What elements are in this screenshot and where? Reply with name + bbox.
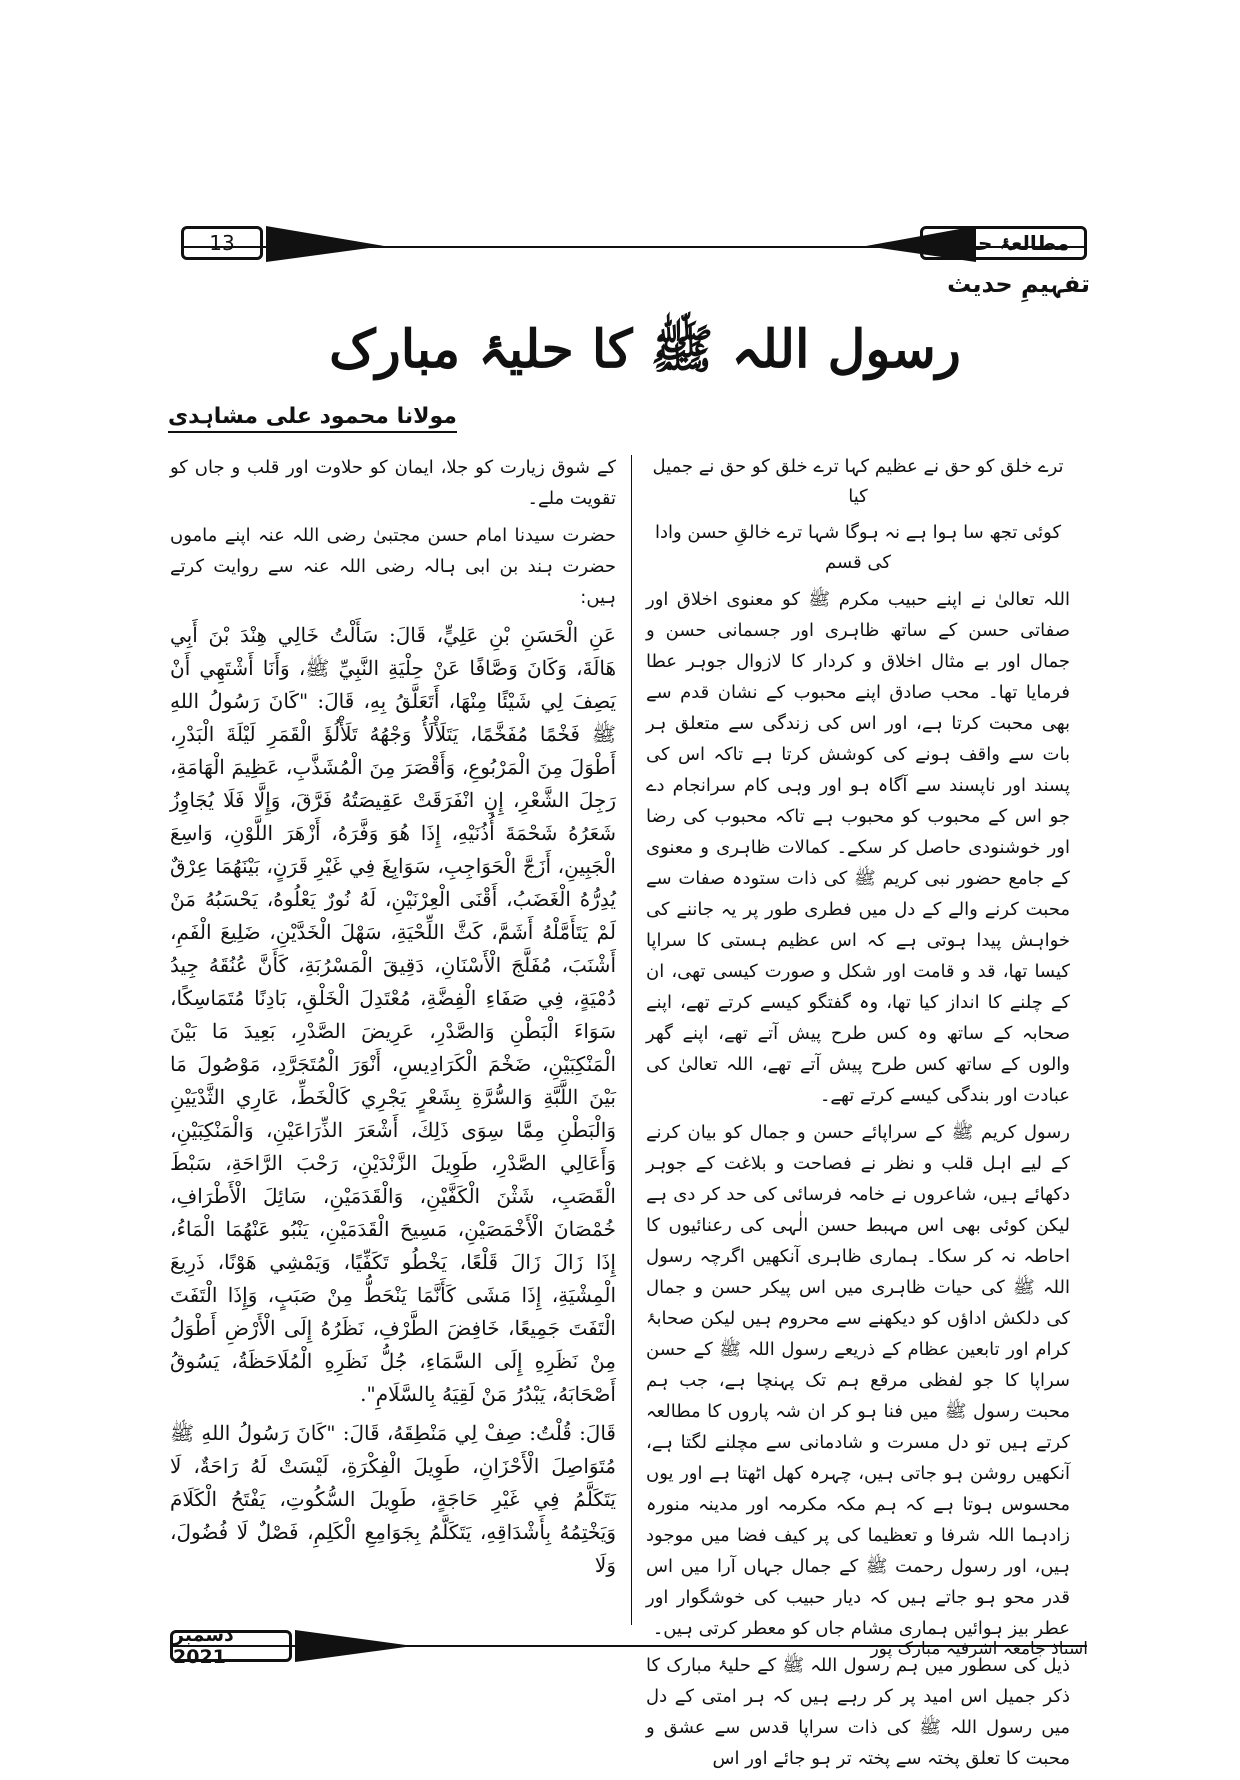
section-label: مطالعۂ حدیث [920,226,1087,260]
couplet-line-1: ترے خلق کو حق نے عظیم کہا ترے خلق کو حق نے جمیل کیا [652,456,1064,507]
paragraph: کے شوق زیارت کو جلا، ایمان کو حلاوت اور قلب و جاں کو تقویت ملے۔ [170,457,616,509]
column-divider [631,455,632,1625]
paragraph: حضرت سیدنا امام حسن مجتبیٰ رضی اللہ عنہ اپنے ماموں حضرت ہند بن ابی ہالہ رضی اللہ عنہ سے روایت کرتے ہیں: [170,525,616,608]
right-column [646,452,1070,1780]
header-wedge-left [266,226,384,262]
article-title: رسول اللہ ﷺ کا حلیۂ مبارک [329,319,961,380]
paragraph: ذیل کی سطور میں ہم رسول اللہ ﷺ کے حلیۂ مبارک کا ذکر جمیل اس امید پر کر رہے ہیں کہ ہر امتی کے دل میں رسول اللہ ﷺ کی ذات سراپا قدس سے عشق و محبت کا تعلق پختہ سے پختہ تر ہو جائے اور اس [646,1655,1070,1769]
paragraph: اللہ تعالیٰ نے اپنے حبیب مکرم ﷺ کو معنوی اخلاق اور صفاتی حسن کے ساتھ ظاہری اور جسمانی حسن و جمال اور بے مثال اخلاق و کردار کا لازوال جوہر عطا فرمایا تھا۔ محب صادق اپنے محبوب کے نشان قدم سے بھی محبت کرتا ہے، اور اس کی زندگی سے متعلق ہر بات سے واقف ہونے کی کوشش کرتا ہے تاکہ اس کی پسند اور ناپسند سے آگاہ ہو اور وہی کام سرانجام دے جو اس کے محبوب کو محبوب ہے تاکہ محبوب کی رضا اور خوشنودی حاصل کر سکے۔ کمالات ظاہری و معنوی کے جامع حضور نبی کریم ﷺ کی ذات ستودہ صفات سے محبت کرنے والے کے دل میں فطری طور پر یہ جاننے کی خواہش پیدا ہوتی ہے کہ اس عظیم ہستی کا سراپا کیسا تھا، قد و قامت اور شکل و صورت کیسی تھی، ان کے چلنے کا انداز کیا تھا، وہ گفتگو کیسے کرتے تھے، اپنے صحابہ کے ساتھ وہ کس طرح پیش آتے تھے، اپنے گھر والوں کے ساتھ کس طرح پیش آتے تھے، اللہ تعالیٰ کی عبادت اور بندگی کیسے کرتے تھے۔ [646,589,1070,1106]
footer-wedge [295,1630,413,1662]
paragraph: رسول کریم ﷺ کے سراپائے حسن و جمال کو بیان کرنے کے لیے اہل قلب و نظر نے فصاحت و بلاغت کے جوہر دکھائے ہیں، شاعروں نے خامہ فرسائی کی حد کر دی ہے لیکن کوئی بھی اس مہبط حسن الٰہی کی رعنائیوں کا احاطہ نہ کر سکا۔ ہماری ظاہری آنکھیں اگرچہ رسول اللہ ﷺ کی حیات ظاہری میں اس پیکر حسن و جمال کی دلکش اداؤں کو دیکھنے سے محروم ہیں لیکن صحابۂ کرام اور تابعین عظام کے ذریعے رسول اللہ ﷺ کے حسن سراپا کا جو لفظی مرقع ہم تک پہنچا ہے، جب ہم محبت رسول ﷺ میں فنا ہو کر ان شہ پاروں کا مطالعہ کرتے ہیں تو دل مسرت و شادمانی سے مچلنے لگتا ہے، آنکھیں روشن ہو جاتی ہیں، چہرہ کھل اٹھتا ہے اور یوں محسوس ہوتا ہے کہ ہم مکہ مکرمہ اور مدینہ منورہ زادہما اللہ شرفا و تعظیما کی پر کیف فضا میں موجود ہیں، اور رسول رحمت ﷺ کے جمال جہاں آرا میں اس قدر محو ہو جاتے ہیں کہ دیار حبیب کی خوشگوار اور عطر بیز ہوائیں ہماری مشام جاں کو معطر کرتی ہیں۔ [646,1122,1070,1639]
article-author: مولانا محمود علی مشاہدی [168,404,457,433]
left-column [170,452,616,1588]
couplet-line-2: کوئی تجھ سا ہوا ہے نہ ہوگا شہا ترے خالقِ حسن وادا کی قسم [654,522,1062,573]
hadith-text: عَنِ الْحَسَنِ بْنِ عَلِيٍّ، قَالَ: سَأَلْتُ خَالِي هِنْدَ بْنَ أَبِي هَالَةَ، وَكَانَ وَصَّافًا عَنْ حِلْيَةِ النَّبِيِّ ﷺ، وَأَنَا أَشْتَهِي أَنْ يَصِفَ لِي شَيْئًا مِنْهَا، أَتَعَلَّقُ بِهِ، قَالَ: "كَانَ رَسُولُ اللهِ ﷺ فَخْمًا مُفَخَّمًا، يَتَلَأْلَأُ وَجْهُهُ تَلَأْلُؤَ الْقَمَرِ لَيْلَةَ الْبَدْرِ، أَطْوَلَ مِنَ الْمَرْبُوعِ، وَأَقْصَرَ مِنَ الْمُشَذَّبِ، عَظِيمَ الْهَامَةِ، رَجِلَ الشَّعْرِ، إِنِ انْفَرَقَتْ عَقِيصَتُهُ فَرَّقَ، وَإِلَّا فَلَا يُجَاوِزُ شَعَرُهُ شَحْمَةَ أُذُنَيْهِ، إِذَا هُوَ وَفَّرَهُ، أَزْهَرَ اللَّوْنِ، وَاسِعَ الْجَبِينِ، أَزَجَّ الْحَوَاجِبِ، سَوَابِغَ فِي غَيْرِ قَرَنٍ، بَيْنَهُمَا عِرْقٌ يُدِرُّهُ الْغَضَبُ، أَقْنَى الْعِرْنَيْنِ، لَهُ نُورٌ يَعْلُوهُ، يَحْسَبُهُ مَنْ لَمْ يَتَأَمَّلْهُ أَشَمَّ، كَثَّ اللِّحْيَةِ، سَهْلَ الْخَدَّيْنِ، ضَلِيعَ الْفَمِ، أَشْنَبَ، مُفَلَّجَ الْأَسْنَانِ، دَقِيقَ الْمَسْرُبَةِ، كَأَنَّ عُنُقَهُ جِيدُ دُمْيَةٍ، فِي صَفَاءِ الْفِضَّةِ، مُعْتَدِلَ الْخَلْقِ، بَادِنًا مُتَمَاسِكًا، سَوَاءَ الْبَطْنِ وَالصَّدْرِ، عَرِيضَ الصَّدْرِ، بَعِيدَ مَا بَيْنَ الْمَنْكِبَيْنِ، ضَخْمَ الْكَرَادِيسِ، أَنْوَرَ الْمُتَجَرَّدِ، مَوْصُولَ مَا بَيْنَ اللَّبَّةِ وَالسُّرَّةِ بِشَعْرٍ يَجْرِي كَالْخَطِّ، عَارِي الثَّدْيَيْنِ وَالْبَطْنِ مِمَّا سِوَى ذَلِكَ، أَشْعَرَ الذِّرَاعَيْنِ، وَالْمَنْكِبَيْنِ، وَأَعَالِي الصَّدْرِ، طَوِيلَ الزَّنْدَيْنِ، رَحْبَ الرَّاحَةِ، سَبْطَ الْقَصَبِ، شَثْنَ الْكَفَّيْنِ، وَالْقَدَمَيْنِ، سَائِلَ الْأَطْرَافِ، خُمْصَانَ الْأَخْمَصَيْنِ، مَسِيحَ الْقَدَمَيْنِ، يَنْبُو عَنْهُمَا الْمَاءُ، إِذَا زَالَ زَالَ قَلْعًا، يَخْطُو تَكَفِّيًا، وَيَمْشِي هَوْنًا، ذَرِيعَ الْمِشْيَةِ، إِذَا مَشَى كَأَنَّمَا يَنْحَطُّ مِنْ صَبَبٍ، وَإِذَا الْتَفَتَ الْتَفَتَ جَمِيعًا، خَافِضَ الطَّرْفِ، نَظَرُهُ إِلَى الْأَرْضِ أَطْوَلُ مِنْ نَظَرِهِ إِلَى السَّمَاءِ، جُلُّ نَظَرِهِ الْمُلَاحَظَةُ، يَسُوقُ أَصْحَابَهُ، يَبْدُرُ مَنْ لَقِيَهُ بِالسَّلَامِ". [170,623,616,1406]
author-affiliation: استاذ جامعہ اشرفیہ مبارک پور [870,1639,1088,1659]
page-number: 13 [181,226,263,260]
issue-date: دسمبر 2021 [170,1630,292,1662]
hadith-text: قَالَ: قُلْتُ: صِفْ لِي مَنْطِقَهُ، قَالَ: "كَانَ رَسُولُ اللهِ ﷺ مُتَوَاصِلَ الْأَحْزَانِ، طَوِيلَ الْفِكْرَةِ، لَيْسَتْ لَهُ رَاحَةٌ، لَا يَتَكَلَّمُ فِي غَيْرِ حَاجَةٍ، طَوِيلَ السُّكُوتِ، يَفْتَحُ الْكَلَامَ وَيَخْتِمُهُ بِأَشْدَاقِهِ، يَتَكَلَّمُ بِجَوَامِعِ الْكَلِمِ، فَصْلٌ لَا فُضُولَ، وَلَا [170,1421,616,1577]
sub-heading: تفہیمِ حدیث [947,270,1090,298]
